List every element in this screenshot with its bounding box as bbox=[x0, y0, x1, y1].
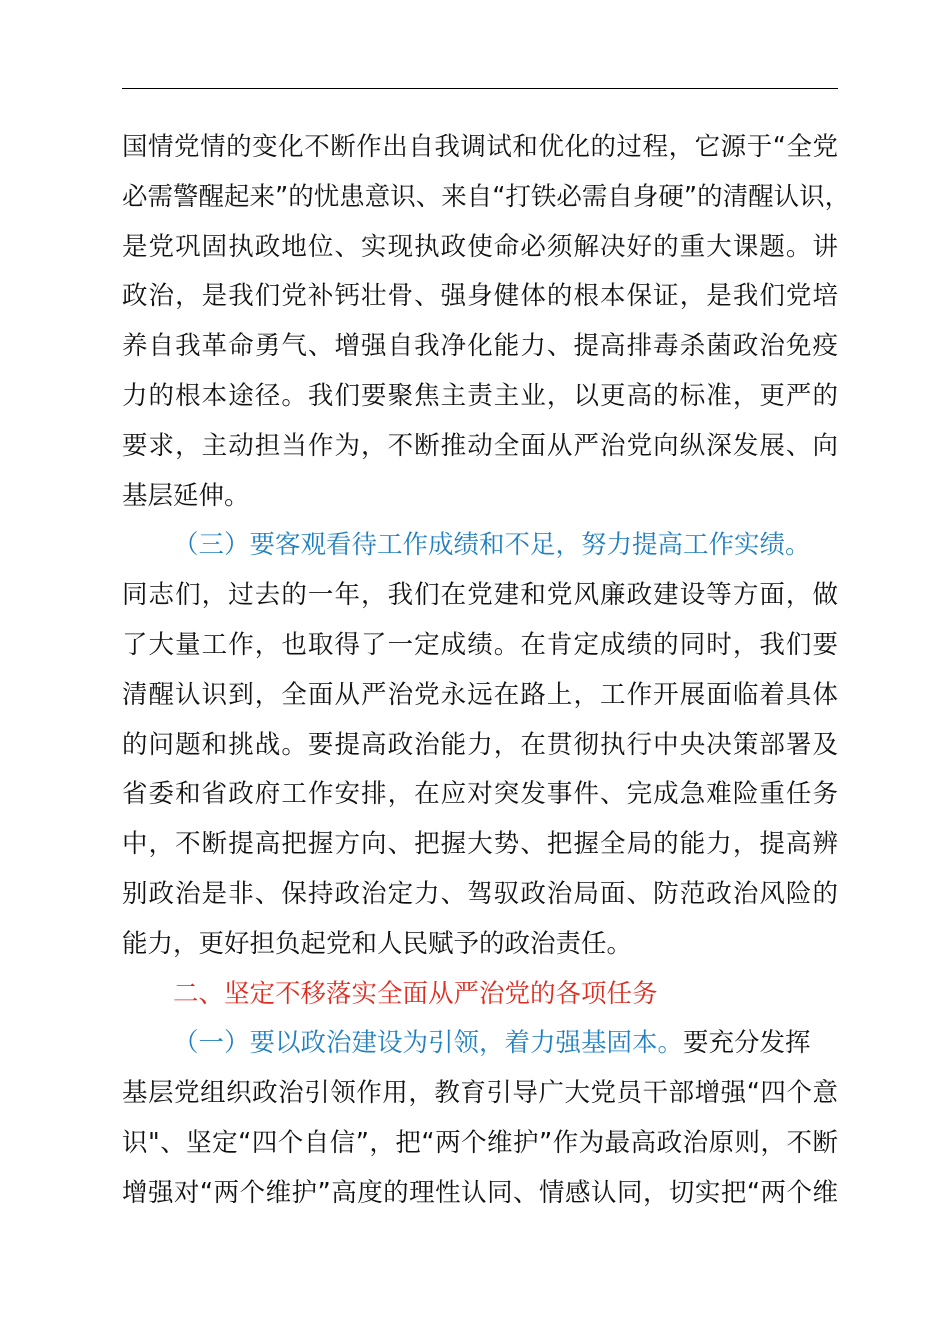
text-line: 识"、坚定“四个自信”，把“两个维护”作为最高政治原则，不断 bbox=[122, 1127, 838, 1158]
text-line: 要求，主动担当作为，不断推动全面从严治党向纵深发展、向 bbox=[122, 430, 838, 461]
text-line: 力的根本途径。我们要聚焦主责主业，以更高的标准，更严的 bbox=[122, 380, 838, 411]
section-heading-3: （三）要客观看待工作成绩和不足，努力提高工作实绩。 bbox=[173, 530, 811, 561]
text-line: 养自我革命勇气、增强自我净化能力、提高排毒杀菌政治免疫 bbox=[122, 331, 838, 362]
chapter-heading-2: 二、坚定不移落实全面从严治党的各项任务 bbox=[173, 978, 658, 1009]
text-line: 的问题和挑战。要提高政治能力，在贯彻执行中央决策部署及 bbox=[122, 729, 838, 760]
text-line: 国情党情的变化不断作出自我调试和优化的过程，它源于“全党 bbox=[122, 132, 838, 162]
text-line: 政治，是我们党补钙壮骨、强身健体的根本保证，是我们党培 bbox=[122, 281, 838, 312]
section-heading-1: （一）要以政治建设为引领，着力强基固本。 bbox=[173, 1028, 684, 1059]
text-line: 基层党组织政治引领作用，教育引导广大党员干部增强“四个意 bbox=[122, 1078, 838, 1109]
text-line: 省委和省政府工作安排，在应对突发事件、完成急难险重任务 bbox=[122, 779, 838, 810]
text-line: 清醒认识到，全面从严治党永远在路上，工作开展面临着具体 bbox=[122, 679, 838, 710]
body-text bbox=[122, 123, 851, 1219]
text-line: 别政治是非、保持政治定力、驾驭政治局面、防范政治风险的 bbox=[122, 878, 838, 909]
text-line: 了大量工作，也取得了一定成绩。在肯定成绩的同时，我们要 bbox=[122, 629, 838, 660]
text-line: 能力，更好担负起党和人民赋予的政治责任。 bbox=[122, 928, 633, 959]
text-line: 同志们，过去的一年，我们在党建和党风廉政建设等方面，做 bbox=[122, 580, 838, 611]
mixed-line bbox=[122, 1019, 838, 1069]
text-line: 是党巩固执政地位、实现执政使命必须解决好的重大课题。讲 bbox=[122, 231, 838, 262]
header-rule bbox=[122, 88, 838, 89]
text-line: 增强对“两个维护”高度的理性认同、情感认同，切实把“两个维 bbox=[122, 1177, 838, 1208]
text-run: 要充分发挥 bbox=[683, 1028, 811, 1059]
text-line: 基层延伸。 bbox=[122, 480, 250, 511]
text-line: 必需警醒起来”的忧患意识、来自“打铁必需自身硬”的清醒认识， bbox=[122, 181, 851, 212]
text-line: 中，不断提高把握方向、把握大势、把握全局的能力，提高辨 bbox=[122, 829, 838, 860]
